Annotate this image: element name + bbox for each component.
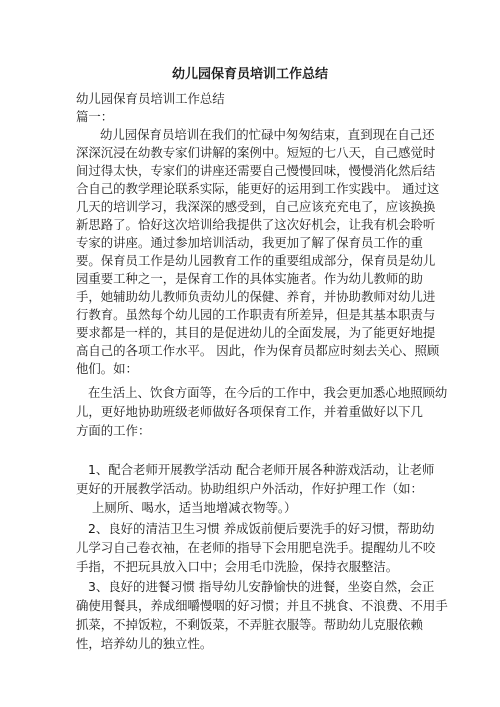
paragraph-line: 间过得太快，专家们的讲座还需要自己慢慢回味，慢慢消化然后结 — [76, 163, 436, 178]
paragraph-line: 新思路了。恰好这次培训给我提供了这次好机会，让我有机会聆听 — [76, 217, 436, 232]
paragraph-line: 要。保育员工作是幼儿园教育工作的重要组成部分，保育员是幼儿 — [76, 253, 436, 268]
paragraph-line: 合自己的教学理论联系实际，能更好的运用到工作实践中。 通过这 — [76, 181, 440, 196]
paragraph-line: 在生活上、饮食方面等，在今后的工作中，我会更加悉心地照顾幼 — [88, 385, 448, 400]
list-item-line: 更好的开展教学活动。协助组织户外活动，作好护理工作（如： — [76, 481, 423, 496]
subtitle: 幼儿园保育员培训工作总结 — [76, 91, 225, 106]
paragraph-line: 园重要工种之一，是保育工作的具体实施者。作为幼儿教师的助 — [76, 271, 423, 286]
paragraph-line: 幼儿园保育员培训在我们的忙碌中匆匆结束，直到现在自己还 — [100, 127, 435, 142]
paragraph-line: 手，她辅助幼儿教师负责幼儿的保健、养育，并协助教师对幼儿进 — [76, 289, 436, 304]
list-item-line: 1、配合老师开展教学活动 配合老师开展各种游戏活动，让老师 — [88, 462, 435, 477]
paragraph-line: 要求都是一样的，其目的是促进幼儿的全面发展，为了能更好地提 — [76, 325, 436, 340]
list-item-line: 手指，不把玩具放入口中；会用毛巾洗脸，保持衣服整洁。 — [76, 559, 399, 574]
paragraph-line: 深深沉浸在幼教专家们讲解的案例中。短短的七八天，自己感觉时 — [76, 145, 436, 160]
list-item-line: 2、良好的清洁卫生习惯 养成饭前便后要洗手的好习惯，帮助幼 — [88, 521, 435, 536]
paragraph-line: 几天的培训学习，我深深的感受到，自己应该充充电了，应该换换 — [76, 199, 436, 214]
paragraph-line: 行教育。虽然每个幼儿园的工作职责有所差异，但是其基本职责与 — [76, 307, 436, 322]
list-item-line: 3、良好的进餐习惯 指导幼儿安静愉快的进餐，坐姿自然，会正 — [88, 579, 435, 594]
list-item-line: 性，培养幼儿的独立性。 — [76, 636, 213, 651]
paragraph-line: 他们。如： — [76, 361, 138, 376]
paragraph-line: 儿，更好地协助班级老师做好各项保育工作，并着重做好以下几 — [76, 404, 423, 419]
document-title: 幼儿园保育员培训工作总结 — [171, 67, 328, 82]
list-item-line: 上厕所、喝水，适当地增减衣物等。） — [92, 500, 297, 515]
section-label: 篇一： — [76, 109, 114, 124]
paragraph-line: 专家的讲座。通过参加培训活动，我更加了解了保育员工作的重 — [76, 235, 423, 250]
list-item-line: 确使用餐具，养成细嚼慢咽的好习惯；并且不挑食、不浪费、不用手 — [76, 598, 448, 613]
list-item-line: 抓菜，不掉饭粒，不剩饭菜，不弄脏衣服等。帮助幼儿克服依赖 — [76, 617, 423, 632]
list-item-line: 儿学习自己卷衣袖，在老师的指导下会用肥皂洗手。提醒幼儿不咬 — [76, 540, 436, 555]
paragraph-line: 方面的工作： — [76, 423, 151, 438]
paragraph-line: 高自己的各项工作水平。 因此，作为保育员都应时刻去关心、照顾 — [76, 343, 440, 358]
